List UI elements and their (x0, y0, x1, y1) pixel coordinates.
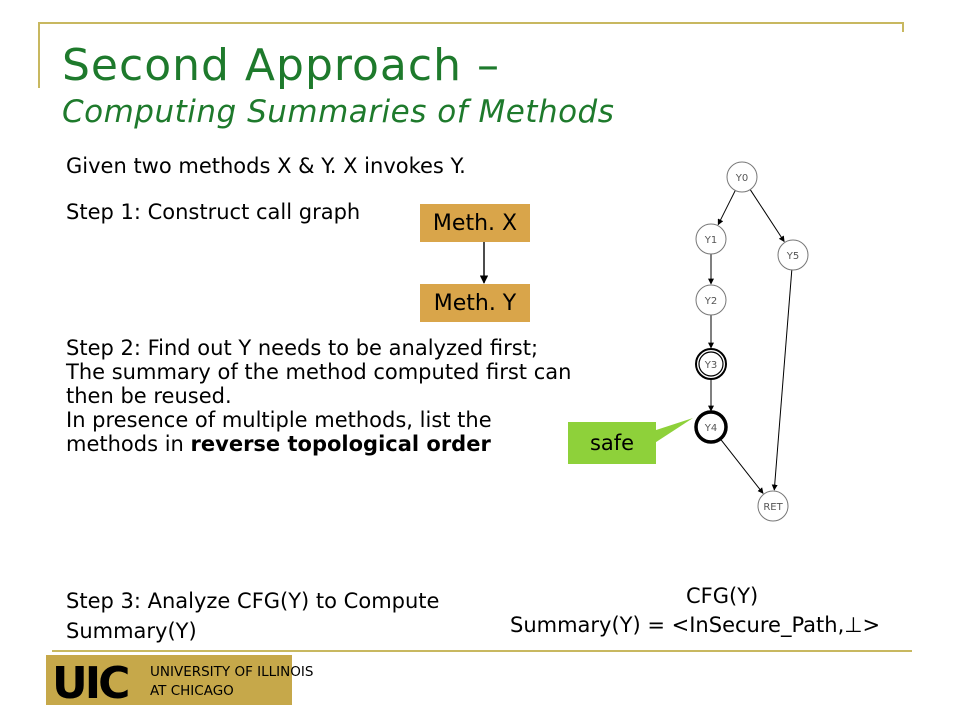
cfg-edge-y4-ret (720, 439, 763, 494)
intro-text: Given two methods X & Y. X invokes Y. (66, 154, 466, 178)
summary-formula: Summary(Y) = <InSecure_Path,⊥> (510, 613, 881, 637)
cfg-edge-y0-y1 (718, 190, 735, 224)
method-y-box: Meth. Y (420, 284, 530, 322)
cfg-node-label-y0: Y0 (735, 173, 749, 184)
uic-logo-line2: AT CHICAGO (150, 683, 234, 699)
cfg-node-label-y4: Y4 (704, 423, 718, 434)
method-x-box: Meth. X (420, 204, 530, 242)
cfg-nodes (696, 162, 808, 521)
slide-title: Second Approach – (62, 40, 500, 91)
step3-text: Step 3: Analyze CFG(Y) to Compute Summary(Y) (66, 589, 440, 643)
cfg-node-label-ret: RET (763, 502, 783, 513)
uic-logo-line1: UNIVERSITY OF ILLINOIS (150, 664, 314, 680)
uic-logo (46, 655, 314, 709)
cfg-edge-y5-ret (774, 270, 792, 490)
uic-logo-mark: UIC (52, 658, 128, 709)
safe-callout: safe (568, 422, 656, 464)
step2-line3-prefix: In presence of multiple methods, list the methods in (66, 408, 492, 456)
safe-callout-pointer (650, 418, 693, 446)
cfg-caption: CFG(Y) (686, 584, 759, 608)
cfg-edge-y0-y5 (750, 190, 784, 242)
step2-line1: Step 2: Find out Y needs to be analyzed first; (66, 336, 539, 360)
cfg-node-label-y1: Y1 (704, 235, 718, 246)
cfg-node-label-y5: Y5 (786, 251, 800, 262)
slide-subtitle: Computing Summaries of Methods (62, 94, 615, 130)
cfg-node-label-y3: Y3 (704, 360, 718, 371)
step2-line2: The summary of the method computed first can then be reused. (66, 360, 572, 408)
step1-text: Step 1: Construct call graph (66, 200, 361, 224)
cfg-node-label-y2: Y2 (704, 296, 718, 307)
step2-line3-bold: reverse topological order (190, 432, 491, 456)
